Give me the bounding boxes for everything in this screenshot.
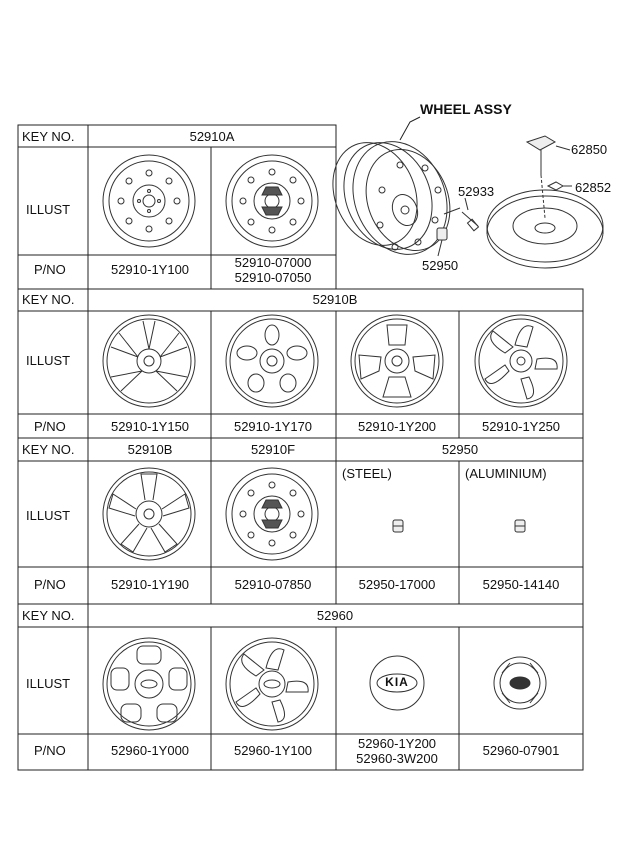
illust-header: ILLUST [26, 676, 71, 691]
pno-header: P/NO [34, 743, 66, 758]
alloy-wheel-icon [226, 315, 318, 407]
steel-label: (STEEL) [342, 466, 392, 481]
emblem-logo-text: KIA [385, 675, 409, 689]
section-key: 52910A [189, 129, 235, 144]
part-number: 52910-1Y150 [110, 419, 190, 434]
aluminium-label: (ALUMINIUM) [465, 466, 547, 481]
section-key: 52910F [250, 442, 296, 457]
part-number: 52960-3W200 [356, 751, 438, 766]
pno-header: P/NO [34, 419, 66, 434]
part-number: 52960-1Y200 [357, 736, 437, 751]
alloy-wheel-icon [103, 468, 195, 560]
part-number: 52910-1Y250 [481, 419, 561, 434]
section-key: 52910B [312, 292, 358, 307]
callout-62852: 62852 [575, 180, 612, 195]
key-no-header: KEY NO. [22, 608, 75, 623]
part-number: 52910-1Y190 [110, 577, 190, 592]
alloy-wheel-icon [103, 315, 195, 407]
steel-nut-icon [393, 520, 403, 532]
aluminium-nut-icon [515, 520, 525, 532]
section-key: 52950 [441, 442, 479, 457]
key-no-header: KEY NO. [22, 292, 75, 307]
illust-header: ILLUST [26, 202, 71, 217]
alloy-wheel-icon [351, 315, 443, 407]
steel-wheel-icon [226, 468, 318, 560]
section-key: 52910B [127, 442, 173, 457]
part-number: 52960-1Y100 [233, 743, 313, 758]
alloy-wheel-icon [475, 315, 567, 407]
part-number: 52960-1Y000 [110, 743, 190, 758]
callout-62850: 62850 [571, 142, 608, 157]
callout-52933: 52933 [458, 184, 495, 199]
pno-header: P/NO [34, 577, 66, 592]
part-number: 52910-1Y170 [233, 419, 313, 434]
part-number: 52950-17000 [358, 577, 436, 592]
part-number: 52910-07000 [234, 255, 312, 270]
illust-header: ILLUST [26, 508, 71, 523]
key-no-header: KEY NO. [22, 442, 75, 457]
callout-52950: 52950 [422, 258, 459, 273]
part-number: 52910-1Y100 [110, 262, 190, 277]
assembly-label: WHEEL ASSY [420, 101, 512, 117]
illust-header: ILLUST [26, 353, 71, 368]
key-no-header: KEY NO. [22, 129, 75, 144]
pno-header: P/NO [34, 262, 66, 277]
center-cap-icon [494, 657, 546, 709]
part-number: 52910-1Y200 [357, 419, 437, 434]
part-number: 52910-07050 [234, 270, 312, 285]
alloy-wheel-icon [226, 638, 318, 730]
steel-wheel-icon [103, 155, 195, 247]
section-key: 52960 [316, 608, 354, 623]
part-number: 52950-14140 [482, 577, 560, 592]
alloy-wheel-icon [103, 638, 195, 730]
steel-wheel-icon [226, 155, 318, 247]
part-number: 52910-07850 [234, 577, 312, 592]
part-number: 52960-07901 [482, 743, 560, 758]
